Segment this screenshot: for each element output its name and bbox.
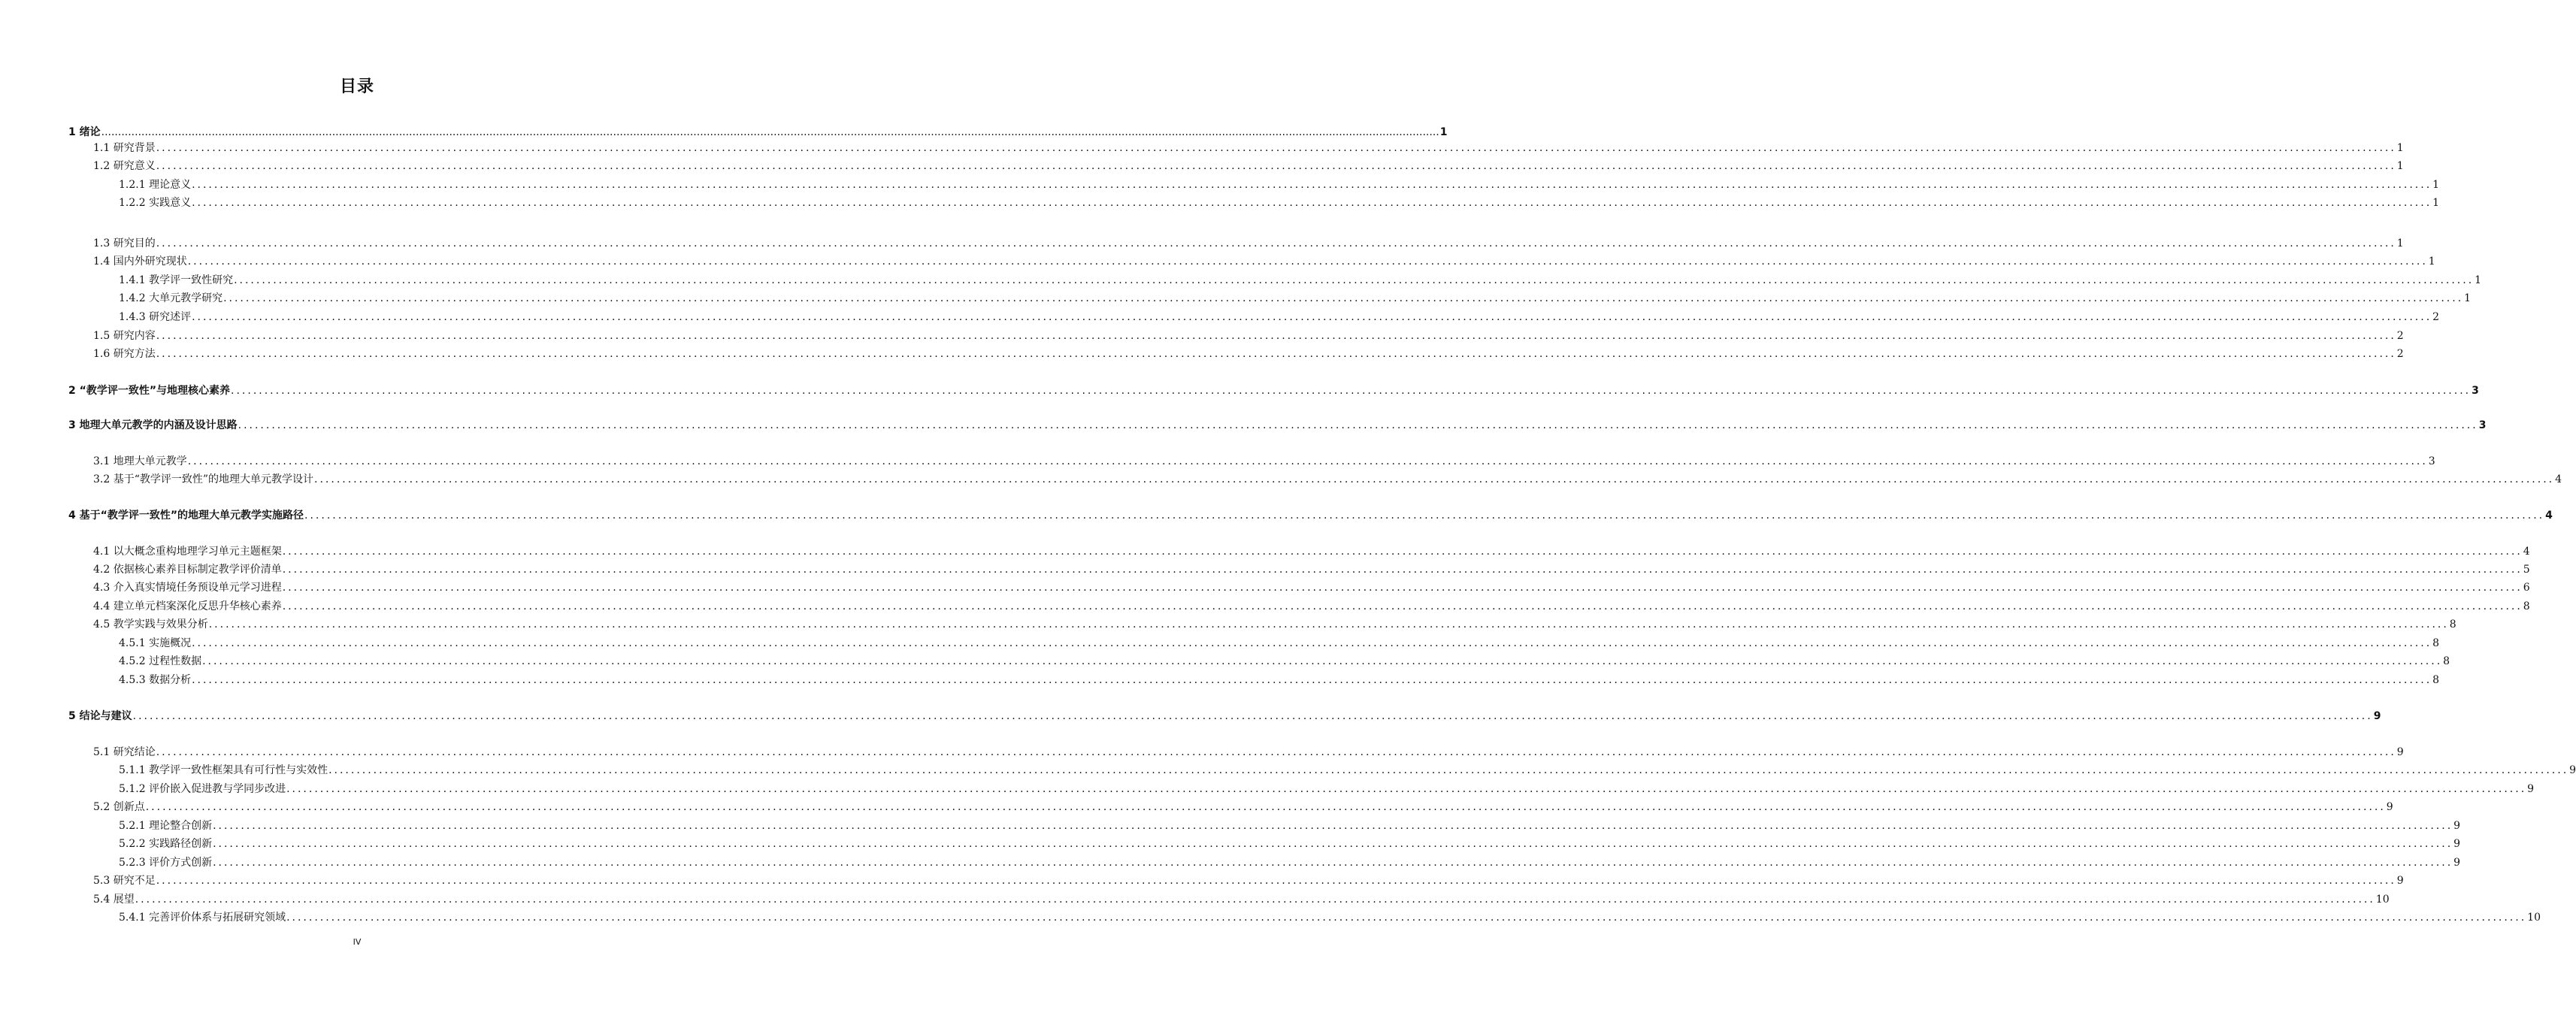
toc-entry[interactable] [93, 891, 2390, 908]
toc-entry-page: 8 [2443, 655, 2450, 667]
toc-entry-label: 4.5.2 过程性数据 [119, 655, 202, 667]
toc-entry-page: 5 [2523, 564, 2530, 576]
toc-dot-leader: ................................................................................................................................................................................................................................................................................................................................................................................................................ [156, 330, 2396, 342]
toc-entry-page: 3 [2478, 419, 2487, 431]
toc-entry-page: 10 [2527, 912, 2541, 924]
toc-entry[interactable] [93, 799, 2393, 815]
toc-entry[interactable] [68, 708, 2381, 724]
toc-entry-page: 9 [2453, 857, 2461, 869]
toc-dot-leader: ................................................................................................................................................................................................................................................................................................................................................................................................................ [213, 820, 2453, 832]
toc-entry-label: 1.6 研究方法 [93, 348, 156, 360]
toc-entry-label: 4.3 介入真实情境任务预设单元学习进程 [93, 582, 282, 594]
toc-entry[interactable] [93, 453, 2435, 470]
toc-entry-page: 8 [2432, 637, 2440, 649]
toc-entry-label: 3.1 地理大单元教学 [93, 455, 187, 467]
toc-entry-label: 5.2.3 评价方式创新 [119, 857, 213, 869]
toc-entry-label: 3.2 基于“教学评一致性”的地理大单元教学设计 [93, 473, 314, 485]
toc-entry[interactable] [93, 616, 2456, 633]
toc-dot-leader: ................................................................................................................................................................................................................................................................................................................................................................................................................ [101, 126, 1439, 138]
toc-entry-page: 4 [2555, 473, 2562, 485]
toc-dot-leader: ................................................................................................................................................................................................................................................................................................................................................................................................................ [208, 618, 2449, 630]
toc-entry-label: 4.5 教学实践与效果分析 [93, 618, 208, 630]
toc-dot-leader: ................................................................................................................................................................................................................................................................................................................................................................................................................ [282, 582, 2523, 594]
toc-entry-label: 5 结论与建议 [68, 710, 132, 722]
toc-dot-leader: ................................................................................................................................................................................................................................................................................................................................................................................................................ [192, 197, 2432, 209]
toc-entry[interactable] [119, 836, 2461, 852]
toc-dot-leader: ................................................................................................................................................................................................................................................................................................................................................................................................................ [156, 142, 2396, 154]
toc-entry-page: 1 [1439, 126, 1448, 138]
toc-entry-page: 2 [2396, 348, 2404, 360]
toc-entry-label: 4.2 依据核心素养目标制定教学评价清单 [93, 564, 282, 576]
toc-dot-leader: ................................................................................................................................................................................................................................................................................................................................................................................................................ [187, 256, 2428, 268]
toc-dot-leader: ................................................................................................................................................................................................................................................................................................................................................................................................................ [135, 894, 2375, 906]
toc-entry[interactable] [93, 328, 2404, 344]
toc-entry-label: 1.4.3 研究述评 [119, 311, 192, 323]
toc-entry-label: 4.1 以大概念重构地理学习单元主题框架 [93, 546, 282, 558]
toc-entry[interactable] [119, 653, 2450, 670]
toc-dot-leader: ................................................................................................................................................................................................................................................................................................................................................................................................................ [192, 674, 2432, 686]
toc-entry-label: 2 “教学评一致性”与地理核心素养 [68, 385, 231, 397]
toc-entry-page: 3 [2428, 455, 2435, 467]
toc-entry-page: 9 [2569, 764, 2576, 776]
toc-entry-page: 9 [2396, 875, 2404, 887]
toc-entry[interactable] [93, 140, 2404, 156]
toc-entry-label: 1.4.2 大单元教学研究 [119, 292, 223, 304]
toc-entry-page: 9 [2373, 710, 2381, 722]
toc-entry-page: 9 [2396, 746, 2404, 758]
toc-entry[interactable] [93, 235, 2404, 252]
toc-entry-page: 1 [2432, 179, 2440, 191]
toc-entry-page: 3 [2472, 385, 2479, 397]
toc-entry-label: 1.2 研究意义 [93, 160, 156, 172]
toc-entry[interactable] [93, 561, 2530, 578]
toc-dot-leader: ................................................................................................................................................................................................................................................................................................................................................................................................................ [192, 179, 2432, 191]
toc-entry-page: 1 [2464, 292, 2472, 304]
toc-entry-label: 5.1.1 教学评一致性框架具有可行性与实效性 [119, 764, 328, 776]
toc-dot-leader: ................................................................................................................................................................................................................................................................................................................................................................................................................ [282, 546, 2523, 558]
toc-entry-page: 9 [2527, 783, 2535, 795]
toc-entry[interactable] [68, 417, 2487, 434]
toc-entry-page: 4 [2545, 510, 2553, 522]
toc-entry-label: 1.1 研究背景 [93, 142, 156, 154]
toc-dot-leader: ................................................................................................................................................................................................................................................................................................................................................................................................................ [156, 746, 2396, 758]
toc-entry-page: 8 [2449, 618, 2456, 630]
toc-dot-leader: ................................................................................................................................................................................................................................................................................................................................................................................................................ [231, 385, 2472, 397]
toc-entry-page: 9 [2453, 820, 2461, 832]
toc-entry[interactable] [119, 854, 2461, 871]
toc-entry-label: 1.2.2 实践意义 [119, 197, 192, 209]
toc-entry-label: 4.5.1 实施概况 [119, 637, 192, 649]
toc-dot-leader: ................................................................................................................................................................................................................................................................................................................................................................................................................ [192, 637, 2432, 649]
toc-dot-leader: ................................................................................................................................................................................................................................................................................................................................................................................................................ [132, 710, 2373, 722]
toc-dot-leader: ................................................................................................................................................................................................................................................................................................................................................................................................................ [238, 419, 2478, 431]
toc-entry-label: 5.1 研究结论 [93, 746, 156, 758]
toc-dot-leader: ................................................................................................................................................................................................................................................................................................................................................................................................................ [234, 274, 2475, 286]
toc-dot-leader: ................................................................................................................................................................................................................................................................................................................................................................................................................ [156, 237, 2396, 249]
toc-entry[interactable] [119, 272, 2482, 289]
toc-entry[interactable] [68, 383, 2479, 399]
toc-dot-leader: ................................................................................................................................................................................................................................................................................................................................................................................................................ [328, 764, 2569, 776]
toc-entry-label: 4.5.3 数据分析 [119, 674, 192, 686]
toc-entry-label: 5.2 创新点 [93, 801, 145, 813]
toc-entry-page: 2 [2396, 330, 2404, 342]
toc-entry-page: 9 [2453, 838, 2461, 850]
page-title: 目录 [339, 77, 374, 96]
toc-entry-label: 3 地理大单元教学的内涵及设计思路 [68, 419, 238, 431]
toc-entry[interactable] [93, 346, 2404, 362]
toc-entry-label: 5.2.1 理论整合创新 [119, 820, 213, 832]
toc-entry[interactable] [68, 507, 2553, 524]
toc-entry[interactable] [119, 635, 2440, 652]
toc-entry[interactable] [119, 762, 2576, 779]
toc-entry-page: 1 [2428, 256, 2435, 268]
toc-dot-leader: ................................................................................................................................................................................................................................................................................................................................................................................................................ [213, 838, 2453, 850]
toc-entry[interactable] [93, 579, 2530, 596]
toc-entry-page: 1 [2432, 197, 2440, 209]
toc-dot-leader: ................................................................................................................................................................................................................................................................................................................................................................................................................ [314, 473, 2555, 485]
toc-dot-leader: ................................................................................................................................................................................................................................................................................................................................................................................................................ [187, 455, 2428, 467]
toc-entry-label: 5.1.2 评价嵌入促进教与学同步改进 [119, 783, 286, 795]
toc-dot-leader: ................................................................................................................................................................................................................................................................................................................................................................................................................ [213, 857, 2453, 869]
toc-entry-page: 6 [2523, 582, 2530, 594]
toc-entry-page: 8 [2523, 600, 2530, 612]
page-number-footer: IV [353, 937, 362, 947]
toc-entry-page: 1 [2396, 160, 2404, 172]
toc-entry[interactable] [93, 253, 2435, 270]
toc-entry[interactable] [119, 177, 2440, 193]
toc-dot-leader: ................................................................................................................................................................................................................................................................................................................................................................................................................ [145, 801, 2386, 813]
toc-dot-leader: ................................................................................................................................................................................................................................................................................................................................................................................................................ [286, 912, 2527, 924]
toc-dot-leader: ................................................................................................................................................................................................................................................................................................................................................................................................................ [223, 292, 2464, 304]
toc-entry-page: 9 [2386, 801, 2393, 813]
toc-entry[interactable] [93, 471, 2562, 488]
toc-dot-leader: ................................................................................................................................................................................................................................................................................................................................................................................................................ [304, 510, 2545, 522]
toc-entry[interactable] [119, 909, 2541, 926]
toc-entry[interactable] [119, 672, 2440, 688]
toc-entry-page: 1 [2396, 142, 2404, 154]
toc-entry[interactable] [93, 598, 2530, 615]
toc-entry-label: 4.4 建立单元档案深化反思升华核心素养 [93, 600, 282, 612]
toc-entry[interactable] [119, 781, 2535, 797]
toc-dot-leader: ................................................................................................................................................................................................................................................................................................................................................................................................................ [156, 348, 2396, 360]
toc-entry[interactable] [93, 872, 2404, 889]
toc-entry-label: 1.2.1 理论意义 [119, 179, 192, 191]
toc-entry[interactable] [93, 158, 2404, 174]
toc-dot-leader: ................................................................................................................................................................................................................................................................................................................................................................................................................ [156, 160, 2396, 172]
toc-entry-label: 5.3 研究不足 [93, 875, 156, 887]
toc-entry[interactable] [119, 195, 2440, 211]
toc-entry-page: 8 [2432, 674, 2440, 686]
toc-dot-leader: ................................................................................................................................................................................................................................................................................................................................................................................................................ [202, 655, 2443, 667]
toc-entry[interactable] [93, 543, 2530, 560]
toc-entry-label: 1 绪论 [68, 126, 101, 138]
toc-entry-label: 5.4.1 完善评价体系与拓展研究领域 [119, 912, 286, 924]
toc-dot-leader: ................................................................................................................................................................................................................................................................................................................................................................................................................ [192, 311, 2432, 323]
toc-entry-page: 1 [2475, 274, 2482, 286]
toc-entry[interactable] [119, 818, 2461, 834]
toc-entry-label: 1.3 研究目的 [93, 237, 156, 249]
toc-entry-page: 2 [2432, 311, 2440, 323]
toc-entry-label: 5.4 展望 [93, 894, 135, 906]
toc-entry-page: 4 [2523, 546, 2530, 558]
toc-entry-label: 1.4 国内外研究现状 [93, 256, 187, 268]
toc-entry-label: 5.2.2 实践路径创新 [119, 838, 213, 850]
toc-dot-leader: ................................................................................................................................................................................................................................................................................................................................................................................................................ [286, 783, 2527, 795]
toc-dot-leader: ................................................................................................................................................................................................................................................................................................................................................................................................................ [156, 875, 2396, 887]
toc-entry-page: 10 [2375, 894, 2390, 906]
toc-entry[interactable] [119, 290, 2472, 307]
toc-entry-label: 1.5 研究内容 [93, 330, 156, 342]
toc-entry[interactable] [68, 124, 1448, 141]
toc-entry-page: 1 [2396, 237, 2404, 249]
toc-entry[interactable] [119, 309, 2440, 325]
toc-dot-leader: ................................................................................................................................................................................................................................................................................................................................................................................................................ [282, 600, 2523, 612]
toc-entry-label: 4 基于“教学评一致性”的地理大单元教学实施路径 [68, 510, 304, 522]
toc-dot-leader: ................................................................................................................................................................................................................................................................................................................................................................................................................ [282, 564, 2523, 576]
toc-entry[interactable] [93, 744, 2404, 761]
toc-entry-label: 1.4.1 教学评一致性研究 [119, 274, 234, 286]
